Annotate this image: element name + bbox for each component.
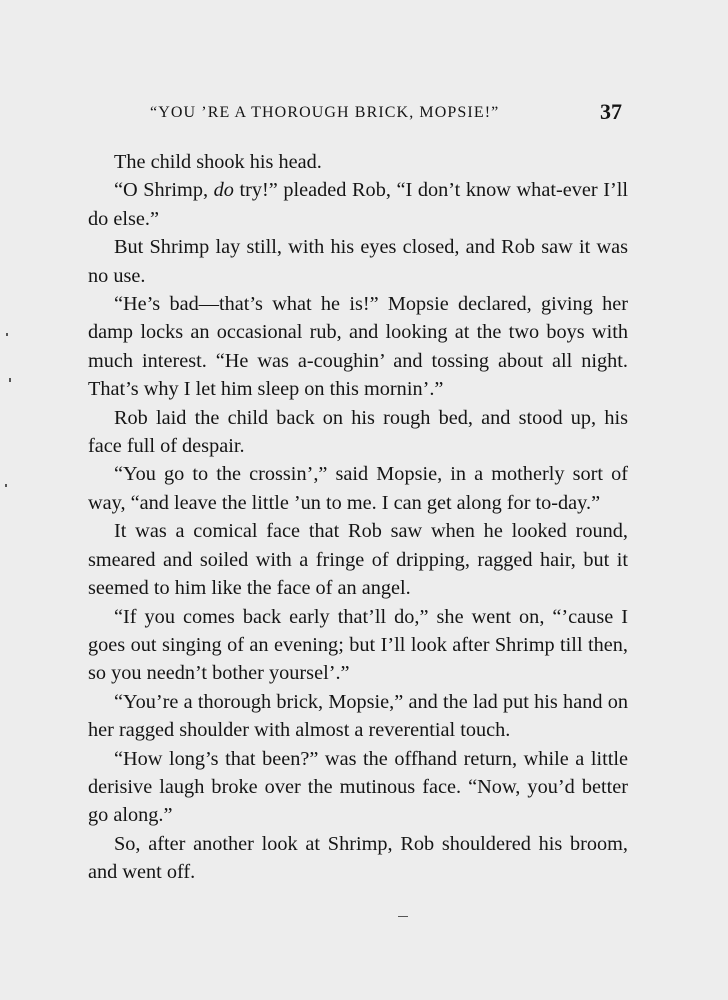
paragraph-1: The child shook his head. bbox=[114, 151, 322, 173]
paragraph-2 bbox=[88, 176, 628, 233]
scan-speck bbox=[6, 333, 8, 336]
running-head bbox=[90, 100, 624, 132]
paragraph-10: “How long’s that been?” was the offhand return, while a little derisive laugh broke over the mutinous face. “Now, you’d better go along.” bbox=[88, 747, 628, 827]
paragraph-7: It was a comical face that Rob saw when he looked round, smeared and soiled with a fringe of dripping, ragged hair, but it seemed to him like the face of an angel. bbox=[88, 520, 628, 600]
scan-speck bbox=[398, 916, 408, 917]
scan-speck bbox=[5, 484, 7, 487]
body-text bbox=[88, 148, 628, 887]
paragraph-9: “You’re a thorough brick, Mopsie,” and the lad put his hand on her ragged shoulder with almost a reverential touch. bbox=[88, 690, 628, 742]
paragraph-11: So, after another look at Shrimp, Rob shouldered his broom, and went off. bbox=[88, 832, 628, 884]
paragraph-2-start: “O Shrimp, bbox=[114, 179, 214, 202]
paragraph-8: “If you comes back early that’ll do,” she went on, “’cause I goes out singing of an evening; but I’ll look after Shrimp till then, so you needn’t bother yoursel’.” bbox=[88, 605, 628, 685]
paragraph-4: “He’s bad—that’s what he is!” Mopsie declared, giving her damp locks an occasional rub, and looking at the two boys with much interest. “He was a-coughin’ and tossing about all night. That’s why I let him sleep on this mornin’.” bbox=[88, 293, 628, 401]
paragraph-5: Rob laid the child back on his rough bed, and stood up, his face full of despair. bbox=[88, 406, 628, 458]
paragraph-2-end: try!” pleaded Rob, “I don’t know what-ever I’ll do else.” bbox=[88, 179, 628, 230]
running-title: “YOU ’RE A THOROUGH BRICK, MOPSIE!” bbox=[150, 104, 500, 121]
paragraph-2-italic: do bbox=[213, 179, 234, 202]
paragraph-6: “You go to the crossin’,” said Mopsie, in a motherly sort of way, “and leave the little ’un to me. I can get along for to-day.” bbox=[88, 463, 628, 514]
page-number: 37 bbox=[600, 99, 622, 124]
paragraph-3: But Shrimp lay still, with his eyes closed, and Rob saw it was no use. bbox=[88, 236, 628, 287]
scan-speck bbox=[9, 378, 11, 382]
